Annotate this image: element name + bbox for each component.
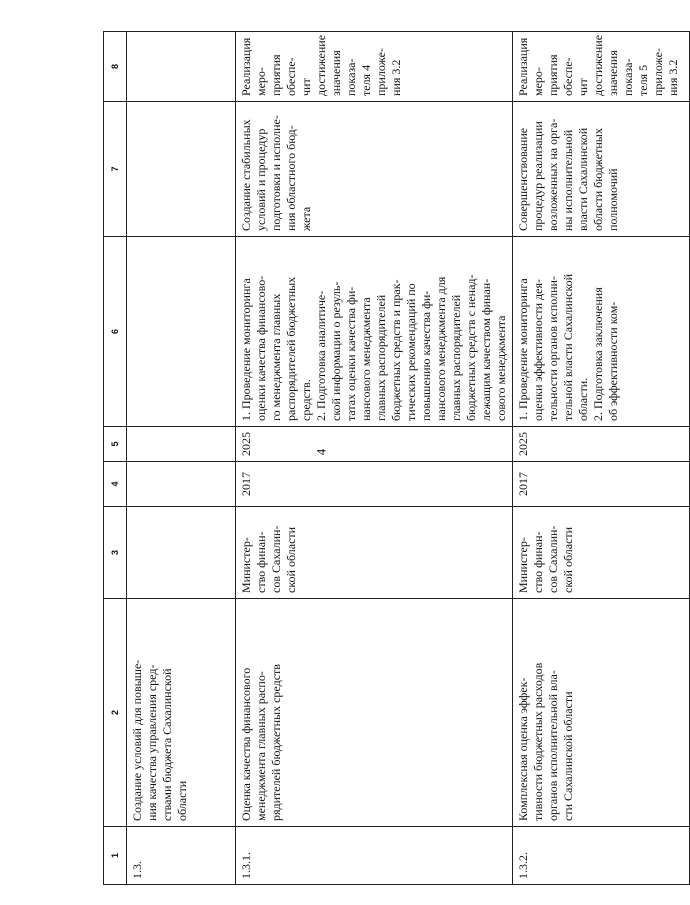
row-name: Создание условий для повыше- ния качества управления сред- ствами бюджета Сахалинской области bbox=[127, 599, 236, 827]
table-row bbox=[127, 32, 236, 885]
row-name: Комплексная оценка эффек- тивности бюджетных расходов органов исполнительной вла- сти Сахалинской области bbox=[513, 599, 690, 827]
row-result: Совершенствование процедур реализации возложенных на орга- ны исполнительной власти Сахалинской области бюджетных полномочий bbox=[513, 102, 690, 237]
table-row bbox=[236, 32, 513, 885]
row-start-year: 2017 bbox=[236, 462, 513, 507]
page-number: 4 bbox=[313, 448, 329, 456]
header-col-2: 2 bbox=[104, 599, 127, 827]
header-col-1: 1 bbox=[104, 827, 127, 885]
row-end-year: 2025 bbox=[513, 427, 690, 462]
table-row bbox=[513, 32, 690, 885]
row-start-year: 2017 bbox=[513, 462, 690, 507]
row-name: Оценка качества финансового менеджмента главных распо- рядителей бюджетных средств bbox=[236, 599, 513, 827]
row-number: 1.3.2. bbox=[513, 827, 690, 885]
row-measures bbox=[127, 237, 236, 427]
row-executor: Министер- ство финан- сов Сахалин- ской области bbox=[513, 507, 690, 599]
header-col-6: 6 bbox=[104, 237, 127, 427]
row-measures: 1. Проведение мониторинга оценки качества финансово- го менеджмента главных распорядителей бюджетных средств. 2. Подготовка аналитиче- ской информации о резуль- татах оценки качества фи- нансового менеджмента главных распорядителей бюджетных средств и прак- тических рекомендаций по повышению качества фи- нансового менеджмента для главных распорядителей бюджетных средств с ненад- лежащим качеством финан- сового менеджмента bbox=[236, 237, 513, 427]
row-result: Создание стабильных условий и процедур подготовки и исполне- ния областного бюд- жета bbox=[236, 102, 513, 237]
measures-table bbox=[103, 31, 690, 885]
row-link bbox=[127, 32, 236, 102]
row-executor: Министер- ство финан- сов Сахалин- ской области bbox=[236, 507, 513, 599]
row-link: Реализация меро- приятия обеспе- чит достижение значения показа- теля 4 приложе- ния 3.2 bbox=[236, 32, 513, 102]
row-end-year: 2025 bbox=[236, 427, 513, 462]
row-link: Реализация меро- приятия обеспе- чит достижение значения показа- теля 5 приложе- ния 3.2 bbox=[513, 32, 690, 102]
header-col-5: 5 bbox=[104, 427, 127, 462]
header-col-4: 4 bbox=[104, 462, 127, 507]
row-number: 1.3. bbox=[127, 827, 236, 885]
header-col-7: 7 bbox=[104, 102, 127, 237]
row-number: 1.3.1. bbox=[236, 827, 513, 885]
row-result bbox=[127, 102, 236, 237]
row-end-year bbox=[127, 427, 236, 462]
table-header-row bbox=[104, 32, 127, 885]
header-col-3: 3 bbox=[104, 507, 127, 599]
rotated-table-container bbox=[103, 32, 680, 885]
row-measures: 1. Проведение мониторинга оценки эффективности дея- тельности органов исполни- тельной власти Сахалинской области. 2. Подготовка заключения об эффективности ком- bbox=[513, 237, 690, 427]
row-start-year bbox=[127, 462, 236, 507]
row-executor bbox=[127, 507, 236, 599]
header-col-8: 8 bbox=[104, 32, 127, 102]
